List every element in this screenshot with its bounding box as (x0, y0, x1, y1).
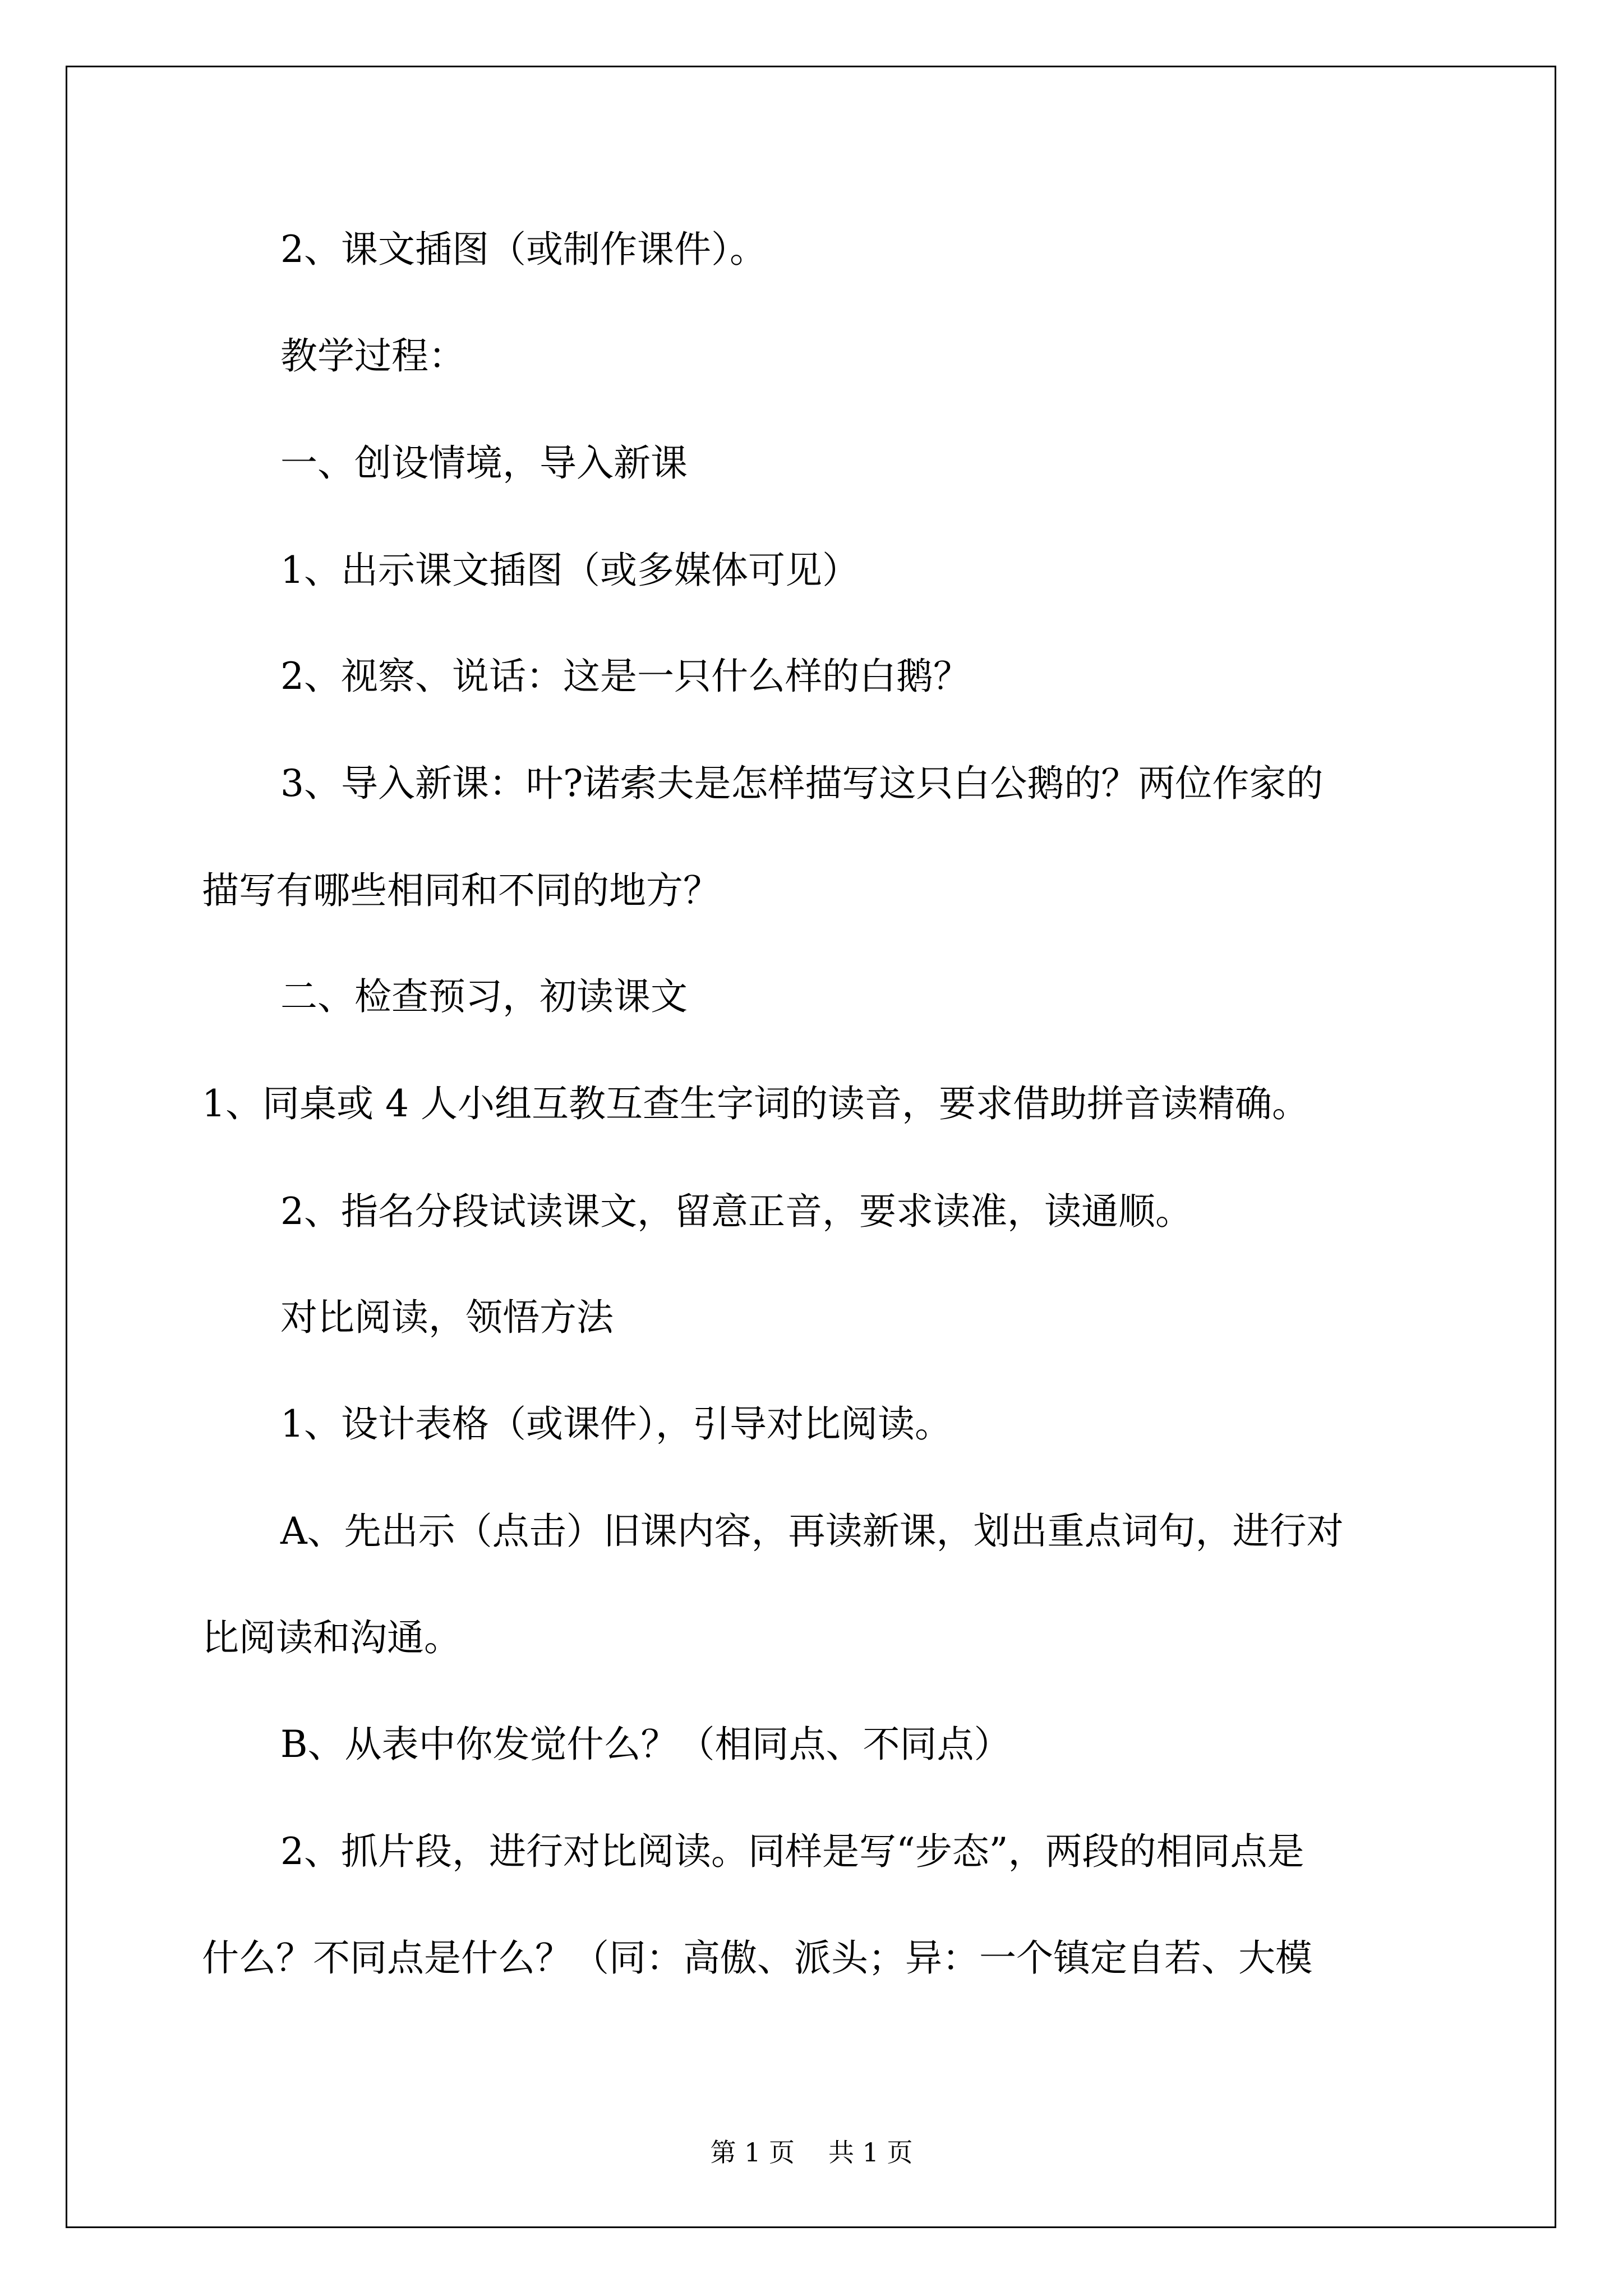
text-line-3: 一、创设情境，导入新课 (280, 441, 688, 485)
page-total: 共 1 页 (828, 2137, 913, 2168)
text-line-1: 2、课文插图（或制作课件）。 (280, 228, 767, 271)
text-line-6: 3、导入新课：叶?诺索夫是怎样描写这只白公鹅的？两位作家的 (280, 762, 1324, 805)
text-line-16: 2、抓片段，进行对比阅读。同样是写“步态”，两段的相同点是 (280, 1830, 1304, 1873)
page-border (66, 66, 1556, 2228)
text-line-5: 2、视察、说话：这是一只什么样的白鹅？ (280, 655, 970, 698)
text-line-12: 1、设计表格（或课件），引导对比阅读。 (280, 1402, 952, 1446)
text-line-17: 什么？不同点是什么？（同：高傲、派头；异：一个镇定自若、大模 (202, 1936, 1312, 1980)
text-line-4: 1、出示课文插图（或多媒体可见） (280, 549, 859, 592)
text-line-15: B、从表中你发觉什么？（相同点、不同点） (280, 1723, 1011, 1766)
text-line-13: A、先出示（点击）旧课内容，再读新课，划出重点词句，进行对 (280, 1510, 1344, 1553)
text-line-9: 1、同桌或 4 人小组互教互查生字词的读音，要求借助拼音读精确。 (202, 1082, 1309, 1125)
text-line-11: 对比阅读，领悟方法 (280, 1296, 614, 1339)
text-line-7: 描写有哪些相同和不同的地方？ (202, 869, 720, 912)
text-line-14: 比阅读和沟通。 (202, 1616, 461, 1659)
page-number: 第 1 页 (710, 2137, 795, 2168)
page-footer (0, 2137, 1623, 2168)
text-line-10: 2、指名分段试读课文，留意正音，要求读准，读通顺。 (280, 1190, 1192, 1233)
text-line-2: 教学过程： (280, 334, 465, 378)
text-line-8: 二、检查预习，初读课文 (280, 975, 688, 1018)
